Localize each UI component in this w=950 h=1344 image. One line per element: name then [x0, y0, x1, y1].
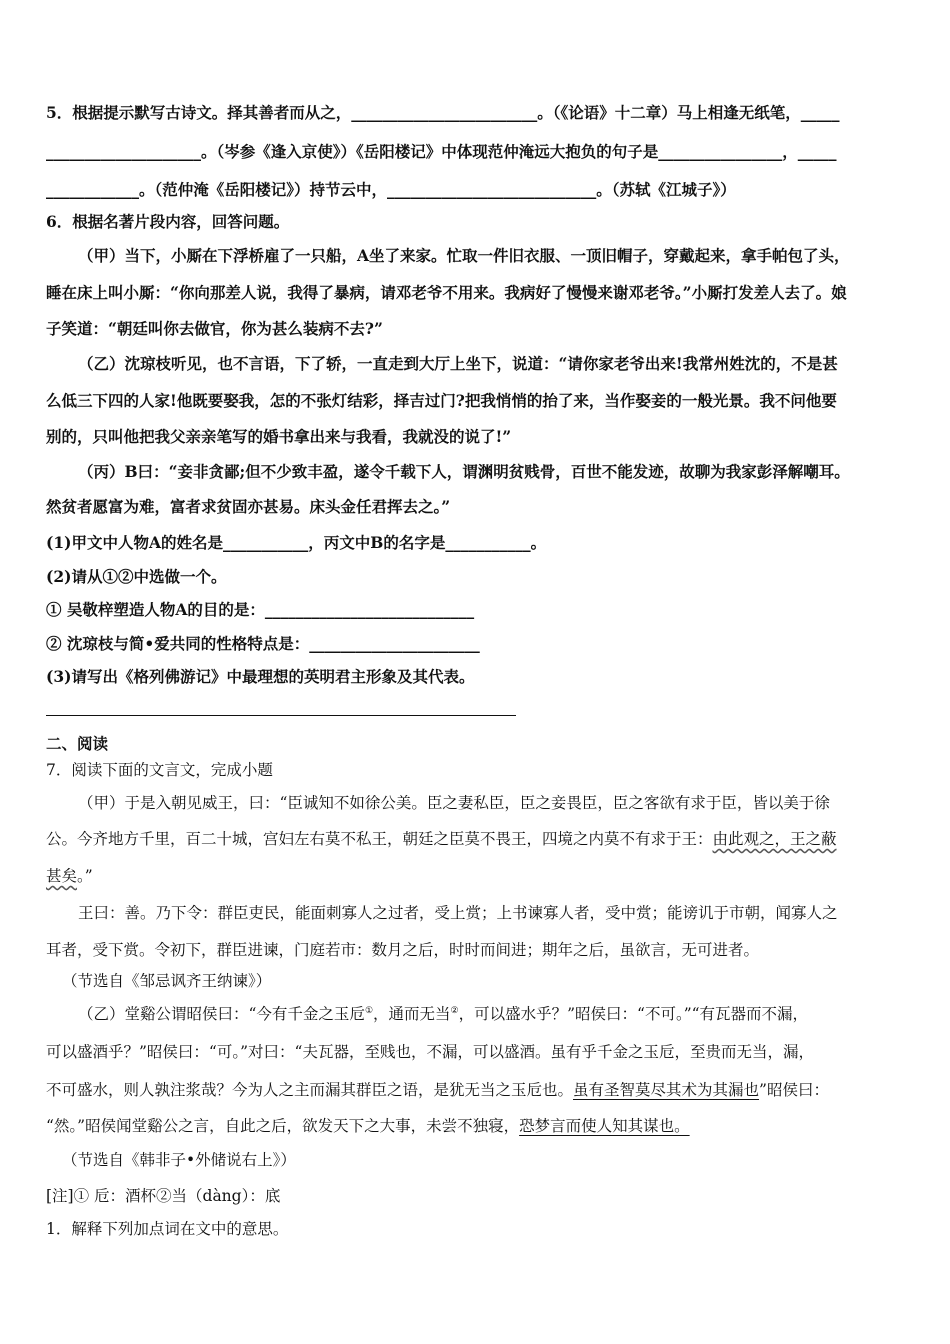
text-yi-line-3-underlined: 虽有圣智莫尽其术为其漏也 [573, 1081, 760, 1099]
king-line-2: 耳者，受下赏。令初下，群臣进谏，门庭若市：数月之后，时时而间进；期年之后，虽欲言，无可进者。 [46, 941, 760, 959]
q6-bing-line-1: （丙）B曰：“妾非贪鄙;但不少致丰盈，遂令千载下人，谓渊明贫贱骨，百世不能发迹，故聊为我家彭泽解嘲耳。 [78, 462, 850, 481]
king-line-1: 王曰：善。乃下令：群臣吏民，能面刺寡人之过者，受上赏；上书谏寡人者，受中赏；能谤讥于市朝，闻寡人之 [78, 904, 838, 922]
q7-title: 7．阅读下面的文言文，完成小题 [46, 761, 273, 779]
source-2: （节选自《韩非子•外储说右上》） [62, 1151, 296, 1169]
text-yi-line-2: 可以盛酒乎？”昭侯曰：“可。”对曰：“夫瓦器，至贱也，不漏，可以盛酒。虽有乎千金之玉卮，至贵而无当，漏， [46, 1043, 814, 1061]
text-yi-line-1 [78, 1004, 910, 1026]
q6-yi-line-2: 么低三下四的人家!他既要娶我，怎的不张灯结彩，择吉过门?把我悄悄的抬了来，当作娶妾的一般光景。我不问他要 [46, 391, 837, 410]
text-yi-line-4-underlined: 恐梦言而使人知其谋也。 [519, 1117, 690, 1135]
text-jia-line-3-marked: 甚矣 [46, 867, 78, 885]
q6-option-2: ② 沈琼枝与简•爱共同的性格特点是：______________________ [46, 634, 480, 653]
text-yi-line-3-end: ”昭侯曰： [759, 1081, 829, 1099]
q6-jia-line-3: 子笑道：“朝廷叫你去做官，你为甚么装病不去?” [46, 319, 383, 338]
text-yi-line-1-b: ，通而无当 [373, 1005, 451, 1023]
q5-line-1: 5．根据提示默写古诗文。择其善者而从之，________________________。（《论语》十二章）马上相逢无纸笔，_____ [46, 103, 840, 122]
q6-answer-line [46, 715, 516, 716]
q6-bing-line-2: 然贫者愿富为难，富者求贫固亦甚易。床头金任君挥去之。” [46, 497, 451, 516]
note-marker-2: ② [450, 1005, 459, 1016]
source-1: （节选自《邹忌讽齐王纳谏》） [62, 972, 272, 990]
q6-jia-line-1: （甲）当下，小厮在下浮桥雇了一只船，A坐了来家。忙取一件旧衣服、一顶旧帽子，穿戴起来，拿手帕包了头， [78, 246, 850, 265]
text-yi-line-3 [46, 1080, 910, 1102]
text-yi-line-4-plain: “然。”昭侯闻堂谿公之言，自此之后，欲发天下之大事，未尝不独寝， [46, 1117, 520, 1135]
text-yi-line-3-plain: 不可盛水，则人孰注浆哉？今为人之主而漏其群臣之语，是犹无当之玉卮也。 [46, 1081, 574, 1099]
text-yi-line-4 [46, 1116, 910, 1138]
q6-jia-line-2: 睡在床上叫小厮：“你向那差人说，我得了暴病，请邓老爷不用来。我病好了慢慢来谢邓老爷。”小厮打发差人去了。娘 [46, 283, 847, 302]
text-jia-line-2-plain: 公。今齐地方千里，百二十城，宫妇左右莫不私王，朝廷之臣莫不畏王，四境之内莫不有求于王： [46, 830, 713, 848]
q6-option-1: ① 吴敬梓塑造人物A的目的是：___________________________ [46, 600, 475, 619]
q6-sub-2: (2)请从①②中选做一个。 [46, 567, 227, 586]
q5-line-3: ____________。（范仲淹《岳阳楼记》）持节云中，___________________________。（苏轼《江城子》） [46, 180, 736, 199]
q7-sub-1: 1．解释下列加点词在文中的意思。 [46, 1220, 289, 1238]
q6-title: 6．根据名著片段内容，回答问题。 [46, 212, 290, 231]
annotation-note: [注]① 卮：酒杯②当（dàng）：底 [46, 1187, 281, 1205]
text-jia-line-1: （甲）于是入朝见威王，曰：“臣诚知不如徐公美。臣之妻私臣，臣之妾畏臣，臣之客欲有求于臣，皆以美于徐 [78, 794, 830, 812]
text-jia-line-2 [46, 829, 910, 851]
text-jia-line-3-plain: 。” [77, 867, 93, 885]
q6-sub-3: (3)请写出《格列佛游记》中最理想的英明君主形象及其代表。 [46, 667, 475, 686]
text-yi-line-1-c: ，可以盛水乎？”昭侯曰：“不可。”“有瓦器而不漏， [458, 1005, 809, 1023]
note-marker-1: ① [364, 1005, 374, 1016]
q5-line-2: ____________________。（岑参《逢入京使》）《岳阳楼记》中体现范仲淹远大抱负的句子是________________，_____ [46, 142, 837, 161]
q6-yi-line-3: 别的，只叫他把我父亲亲笔写的婚书拿出来与我看，我就没的说了!” [46, 427, 512, 446]
text-jia-line-3 [46, 866, 910, 888]
text-yi-line-1-a: （乙）堂谿公谓昭侯曰：“今有千金之玉卮 [78, 1005, 365, 1023]
q6-sub-1: (1)甲文中人物A的姓名是___________，丙文中B的名字是___________。 [46, 533, 547, 552]
text-jia-line-2-marked: 由此观之，王之蔽 [712, 830, 837, 848]
section-heading: 二、阅读 [46, 734, 109, 753]
q6-yi-line-1: （乙）沈琼枝听见，也不言语，下了轿，一直走到大厅上坐下，说道：“请你家老爷出来!我常州姓沈的，不是甚 [78, 354, 838, 373]
